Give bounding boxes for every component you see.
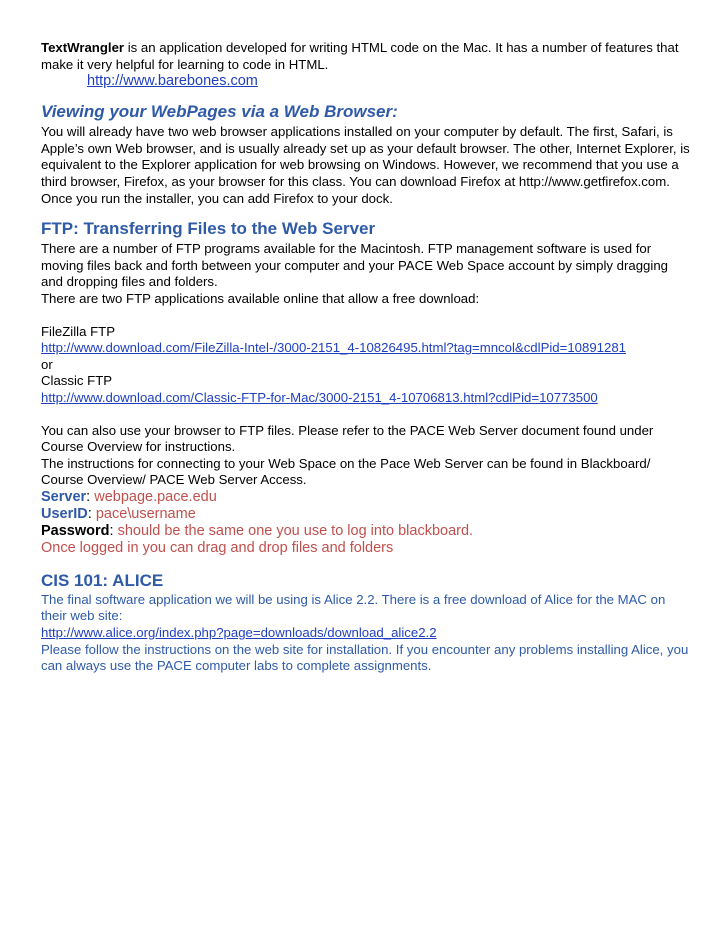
filezilla-link[interactable]: http://www.download.com/FileZilla-Intel-/3000-2151_4-10826495.html?tag=mncol&cdlPid=10891281 (41, 340, 627, 356)
classic-ftp-label: Classic FTP (41, 373, 113, 389)
spacer (41, 308, 691, 324)
server-key: Server (41, 488, 87, 505)
document-page (41, 40, 691, 675)
alice-paragraph: The final software application we will be using is Alice 2.2. There is a free download of Alice for the MAC on their web site: (41, 591, 666, 624)
browser-heading: Viewing your WebPages via a Web Browser: (41, 102, 398, 122)
password-key: Password (41, 522, 110, 539)
alice-link[interactable]: http://www.alice.org/index.php?page=downloads/download_alice2.2 (41, 625, 437, 641)
intro-paragraph (41, 40, 691, 73)
spacer (41, 407, 691, 423)
barebones-link[interactable]: http://www.barebones.com (87, 73, 258, 90)
ftp-paragraph-2: There are two FTP applications available online that allow a free download: (41, 290, 480, 306)
alice-paragraph-2: Please follow the instructions on the web site for installation. If you encounter any problems installing Alice, you can always use the PACE computer labs to complete assignments. (41, 641, 689, 674)
instructions-paragraph: The instructions for connecting to your Web Space on the Pace Web Server can be found in Blackboard/ Course Overview/ PACE Web Server Access. (41, 455, 651, 488)
password-value: should be the same one you use to log into blackboard. (117, 522, 474, 539)
server-value: webpage.pace.edu (94, 488, 217, 505)
userid-value: pace\username (95, 505, 196, 522)
intro-text: is an application developed for writing HTML code on the Mac. It has a number of features that make it very helpful for learning to code in HTML. (41, 40, 679, 72)
browser-ftp-paragraph: You can also use your browser to FTP files. Please refer to the PACE Web Server document found under Course Overview for instructions. (41, 422, 654, 455)
server-line: Server: webpage.pace.edu (41, 488, 217, 505)
userid-line: UserID: pace\username (41, 505, 196, 522)
classic-ftp-link[interactable]: http://www.download.com/Classic-FTP-for-Mac/3000-2151_4-10706813.html?cdlPid=10773500 (41, 389, 598, 405)
password-line: Password: should be the same one you use to log into blackboard. (41, 522, 474, 539)
or-text: or (41, 356, 53, 372)
userid-key: UserID (41, 505, 88, 522)
app-name: TextWrangler (41, 40, 125, 55)
filezilla-label: FileZilla FTP (41, 323, 115, 339)
ftp-paragraph: There are a number of FTP programs available for the Macintosh. FTP management software is used for moving files back and forth between your computer and your PACE Web Space account by simply dragging and dropping files and folders. (41, 241, 668, 290)
drag-note: Once logged in you can drag and drop files and folders (41, 539, 394, 556)
browser-paragraph: You will already have two web browser applications installed on your computer by default. The first, Safari, is Apple’s own Web browser, and is usually already set up as your default browser. The other, Internet Explorer, is equivalent to the Explorer application for web browsing on Windows. However, we recommend that you use a third browser, Firefox, as your browser for this class. You can download Firefox at http://www.getfirefox.com. Once you run the installer, you can add Firefox to your dock. (41, 124, 690, 206)
alice-heading: CIS 101: ALICE (41, 570, 164, 590)
ftp-heading: FTP: Transferring Files to the Web Server (41, 219, 376, 239)
